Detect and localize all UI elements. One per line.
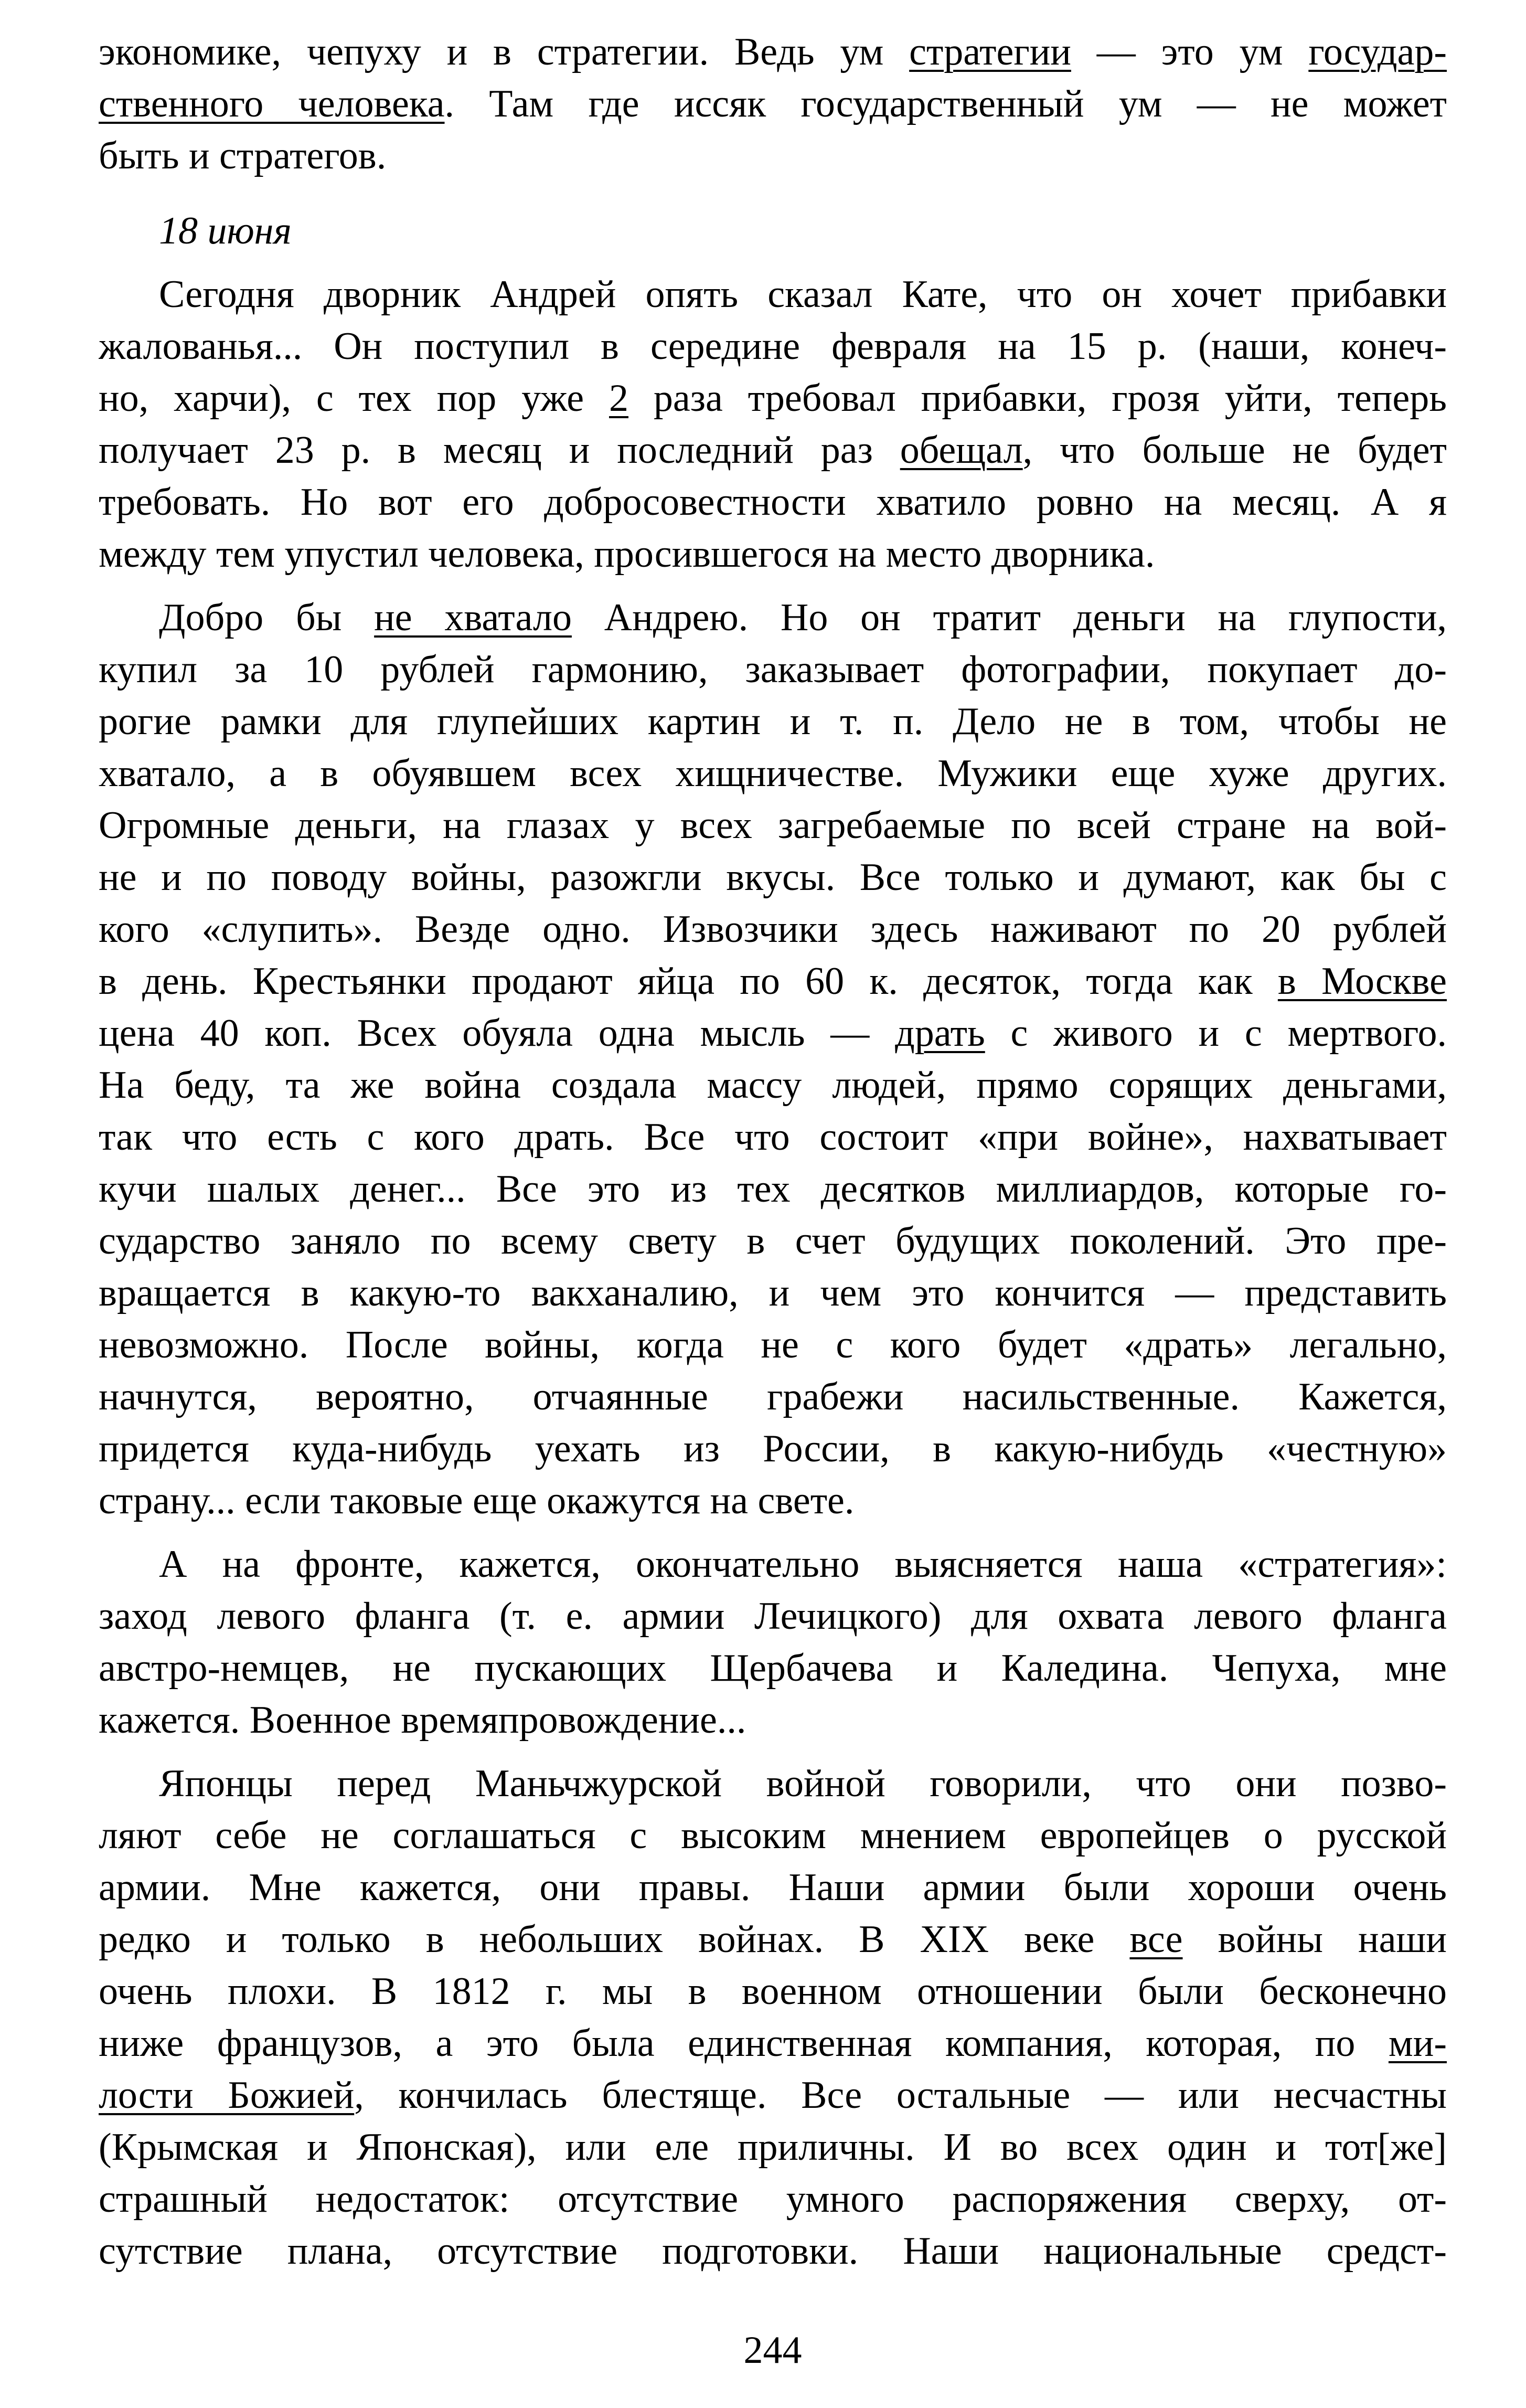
text-line: придется куда-нибудь уехать из России, в какую-нибудь «честную»: [99, 1427, 1447, 1470]
underlined-text: 2: [609, 377, 628, 420]
text-line: но, харчи), с тех пор уже 2 раза требовал прибавки, грозя уйти, теперь: [99, 377, 1447, 420]
text-line: А на фронте, кажется, окончательно выясняется наша «стратегия»:: [159, 1543, 1447, 1586]
text-line: невозможно. После войны, когда не с кого будет «драть» легально,: [99, 1323, 1447, 1366]
text-line: Огромные деньги, на глазах у всех загребаемые по всей стране на вой-: [99, 804, 1447, 847]
text-line: рогие рамки для глупейших картин и т. п. Дело не в том, чтобы не: [99, 700, 1447, 743]
text-line: между тем упустил человека, просившегося на место дворника.: [99, 533, 1155, 576]
text-line: купил за 10 рублей гармонию, заказывает фотографии, покупает до-: [99, 648, 1447, 691]
text-line: хватало, а в обуявшем всех хищничестве. Мужики еще хуже других.: [99, 752, 1447, 795]
text-line: австро-немцев, не пускающих Щербачева и Каледина. Чепуха, мне: [99, 1647, 1447, 1690]
text-line: начнутся, вероятно, отчаянные грабежи насильственные. Кажется,: [99, 1375, 1447, 1418]
text-line: лости Божией, кончилась блестяще. Все остальные — или несчастны: [99, 2074, 1447, 2117]
text-line: кого «слупить». Везде одно. Извозчики здесь наживают по 20 рублей: [99, 908, 1447, 951]
underlined-text: ственного человека: [99, 82, 445, 125]
underlined-text: обещал: [900, 429, 1023, 472]
text-line: (Крымская и Японская), или еле приличны. И во всех один и тот[же]: [99, 2126, 1447, 2169]
paragraph: [99, 1539, 1447, 1746]
paragraph-gap: [99, 1527, 1447, 1539]
text-line: кучи шалых денег... Все это из тех десятков миллиардов, которые го-: [99, 1168, 1447, 1211]
text-line: редко и только в небольших войнах. В XIX веке все войны наши: [99, 1918, 1447, 1961]
underlined-text: драть: [895, 1012, 985, 1055]
paragraph-gap: [99, 580, 1447, 592]
text-line: жалованья... Он поступил в середине февраля на 15 р. (наши, конеч-: [99, 325, 1447, 368]
text-line: требовать. Но вот его добросовестности хватило ровно на месяц. А я: [99, 481, 1447, 524]
text-line: Японцы перед Маньчжурской войной говорили, что они позво-: [159, 1762, 1447, 1805]
text-line: На беду, та же война создала массу людей, прямо сорящих деньгами,: [99, 1064, 1447, 1107]
paragraph: [99, 592, 1447, 1527]
text-line: сутствие плана, отсутствие подготовки. Наши национальные средст-: [99, 2230, 1447, 2273]
text-line: кажется. Военное времяпровождение...: [99, 1699, 746, 1742]
text-line: Сегодня дворник Андрей опять сказал Кате, что он хочет прибавки: [159, 273, 1447, 316]
page-number: 244: [743, 2329, 802, 2372]
underlined-text: ми-: [1388, 2022, 1447, 2065]
text-line: ляют себе не соглашаться с высоким мнением европейцев о русской: [99, 1814, 1447, 1857]
date-heading: 18 июня: [159, 209, 292, 252]
text-line: ственного человека. Там где иссяк государственный ум — не может: [99, 82, 1447, 125]
underlined-text: государ-: [1308, 30, 1447, 73]
underlined-text: в Москве: [1277, 960, 1447, 1003]
paragraph: [99, 269, 1447, 580]
text-line: страну... если таковые еще окажутся на свете.: [99, 1479, 855, 1522]
text-line: цена 40 коп. Всех обуяла одна мысль — драть с живого и с мертвого.: [99, 1012, 1447, 1055]
underlined-text: лости Божией: [99, 2074, 355, 2117]
text-line: не и по поводу войны, разожгли вкусы. Все только и думают, как бы с: [99, 856, 1447, 899]
text-line: в день. Крестьянки продают яйца по 60 к. десяток, тогда как в Москве: [99, 960, 1447, 1003]
diary-entry-body: [99, 269, 1447, 2277]
text-line: заход левого фланга (т. е. армии Лечицкого) для охвата левого фланга: [99, 1595, 1447, 1638]
text-line: так что есть с кого драть. Все что состоит «при войне», нахватывает: [99, 1116, 1447, 1159]
text-line: ниже французов, а это была единственная компания, которая, по ми-: [99, 2022, 1447, 2065]
text-line: получает 23 р. в месяц и последний раз обещал, что больше не будет: [99, 429, 1447, 472]
text-line: экономике, чепуху и в стратегии. Ведь ум стратегии — это ум государ-: [99, 30, 1447, 73]
underlined-text: стратегии: [909, 30, 1071, 73]
paragraph-gap: [99, 1746, 1447, 1758]
text-line: очень плохи. В 1812 г. мы в военном отношении были бесконечно: [99, 1970, 1447, 2013]
text-line: сударство заняло по всему свету в счет будущих поколений. Это пре-: [99, 1219, 1447, 1263]
book-page: [99, 26, 1447, 2377]
text-line: быть и стратегов.: [99, 134, 387, 177]
underlined-text: не хватало: [374, 596, 572, 639]
underlined-text: все: [1129, 1918, 1183, 1961]
text-line: вращается в какую-то вакханалию, и чем это кончится — представить: [99, 1271, 1447, 1314]
text-line: армии. Мне кажется, они правы. Наши армии были хороши очень: [99, 1866, 1447, 1909]
paragraph: [99, 1758, 1447, 2277]
text-line: Добро бы не хватало Андрею. Но он тратит деньги на глупости,: [159, 596, 1447, 639]
text-line: страшный недостаток: отсутствие умного распоряжения сверху, от-: [99, 2178, 1447, 2221]
intro-paragraph: [99, 26, 1447, 182]
